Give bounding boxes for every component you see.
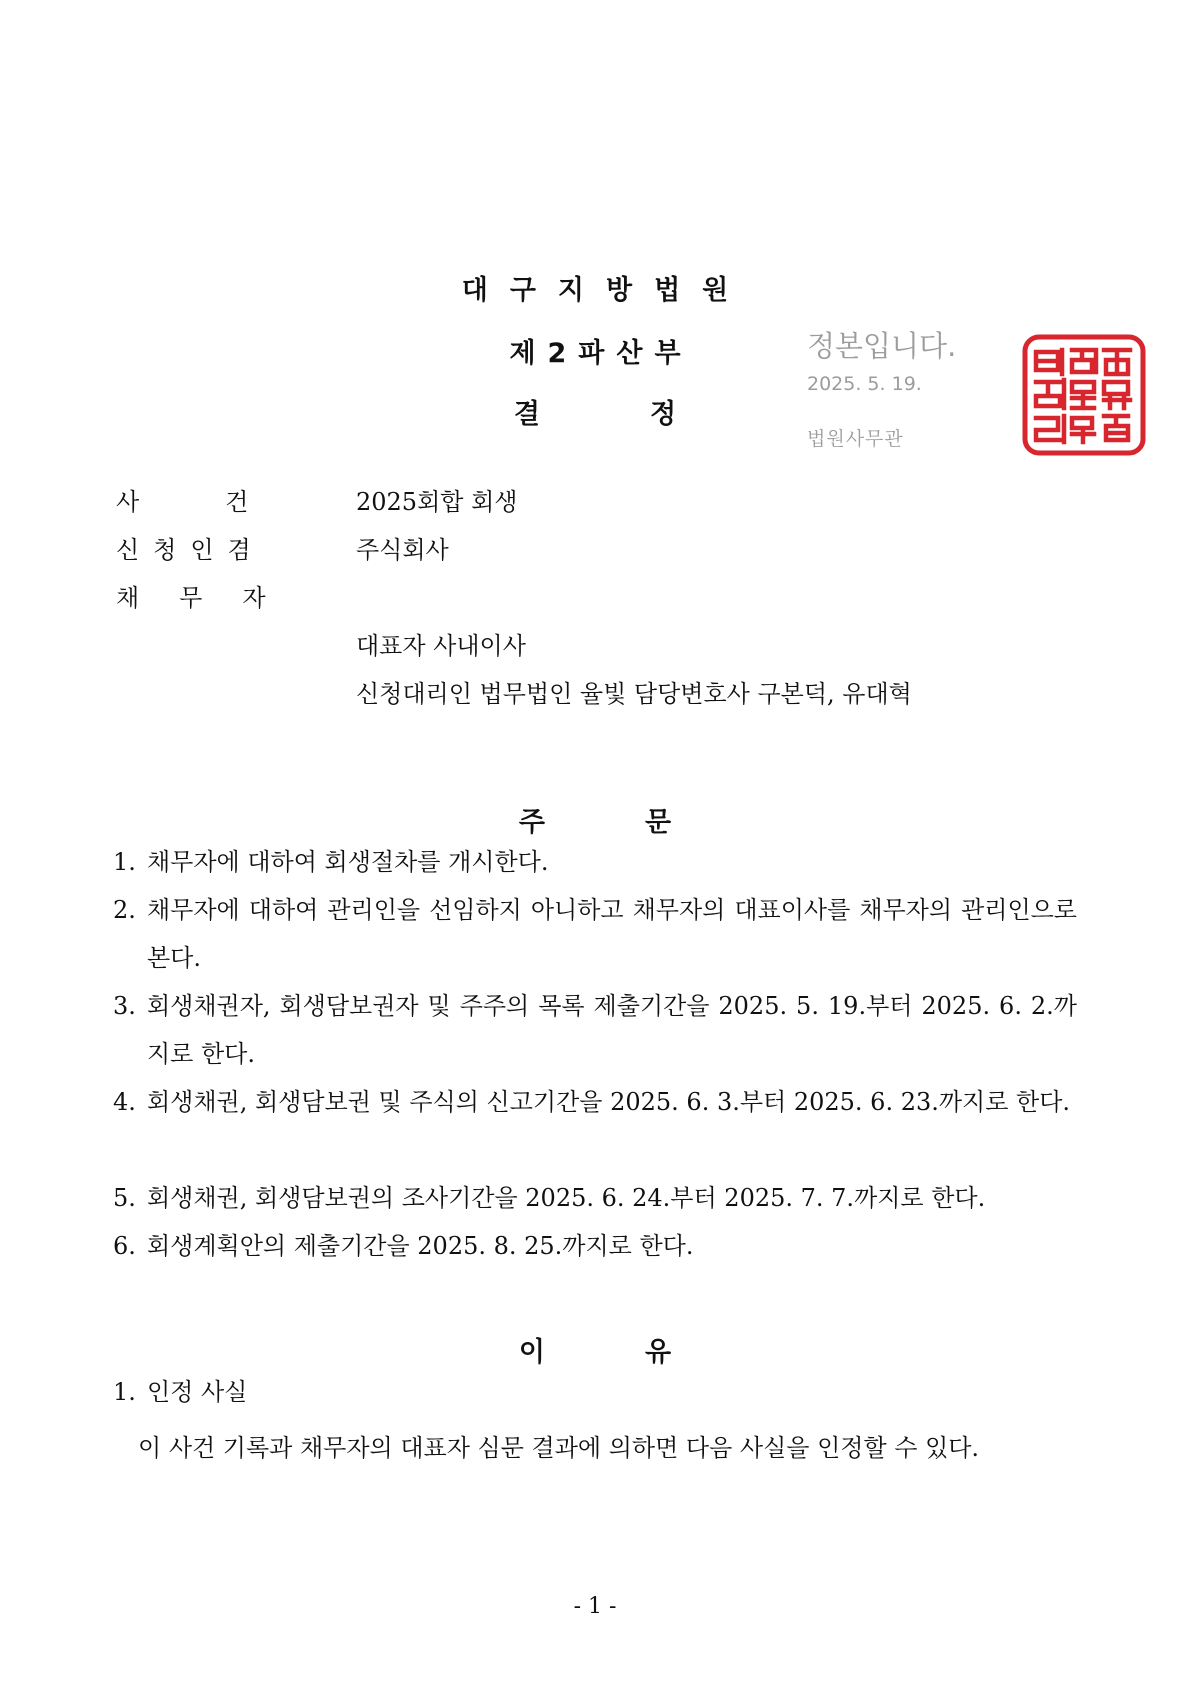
order-item-number: 5. [113,1184,136,1212]
debtor-label: 채무자 [116,584,306,612]
reasons-section-heading [113,1368,1078,1416]
order-item [113,838,1078,886]
order-item [113,1174,1078,1222]
order-item-number: 4. [113,1088,136,1116]
order-item-number: 6. [113,1232,136,1260]
applicant-label: 신청인겸 [116,536,265,564]
case-number: 2025회합 회생 [356,488,518,516]
applicant-name: 주식회사 [356,536,449,564]
document-type: 결정 [513,399,787,430]
reasons-title: 이유 [518,1337,772,1368]
representative: 대표자 사내이사 [356,632,526,660]
legal-agent: 신청대리인 법무법인 율빛 담당변호사 구본덕, 유대혁 [356,680,912,708]
order-item [113,1078,1078,1126]
order-item-text: 채무자에 대하여 회생절차를 개시한다. [147,848,549,876]
order-item-number: 3. [113,992,136,1020]
case-label: 사건 [116,488,335,516]
reasons-section-title: 인정 사실 [147,1378,248,1406]
order-item-text: 회생채권자, 회생담보권자 및 주주의 목록 제출기간을 2025. 5. 19.부터 2025. 6. 2.까지로 한다. [147,992,1077,1068]
reasons-paragraph: 이 사건 기록과 채무자의 대표자 심문 결과에 의하면 다음 사실을 인정할 수 있다. [138,1434,980,1462]
order-item-text: 회생채권, 회생담보권의 조사기간을 2025. 6. 24.부터 2025. 7. 7.까지로 한다. [147,1184,986,1212]
order-item-text: 회생계획안의 제출기간을 2025. 8. 25.까지로 한다. [147,1232,694,1260]
page-number: - 1 - [573,1594,617,1619]
order-item-text: 채무자에 대하여 관리인을 선임하지 아니하고 채무자의 대표이사를 채무자의 관리인으로 본다. [147,896,1077,972]
court-name: 대구지방법원 [461,275,751,306]
order-item-number: 2. [113,896,136,924]
order-item [113,886,1078,982]
court-seal-icon [1022,334,1146,456]
certification-date: 2025. 5. 19. [807,373,922,395]
order-item [113,982,1078,1078]
order-item-text: 회생채권, 회생담보권 및 주식의 신고기간을 2025. 6. 3.부터 2025. 6. 23.까지로 한다. [147,1088,1071,1116]
certified-copy-text: 정본입니다. [807,329,957,363]
order-item [113,1222,1078,1270]
division-name: 제2파산부 [509,338,693,369]
order-item-number: 1. [113,848,136,876]
order-title: 주문 [518,807,772,838]
reasons-section-number: 1. [113,1378,136,1406]
court-clerk-title: 법원사무관 [807,428,904,450]
